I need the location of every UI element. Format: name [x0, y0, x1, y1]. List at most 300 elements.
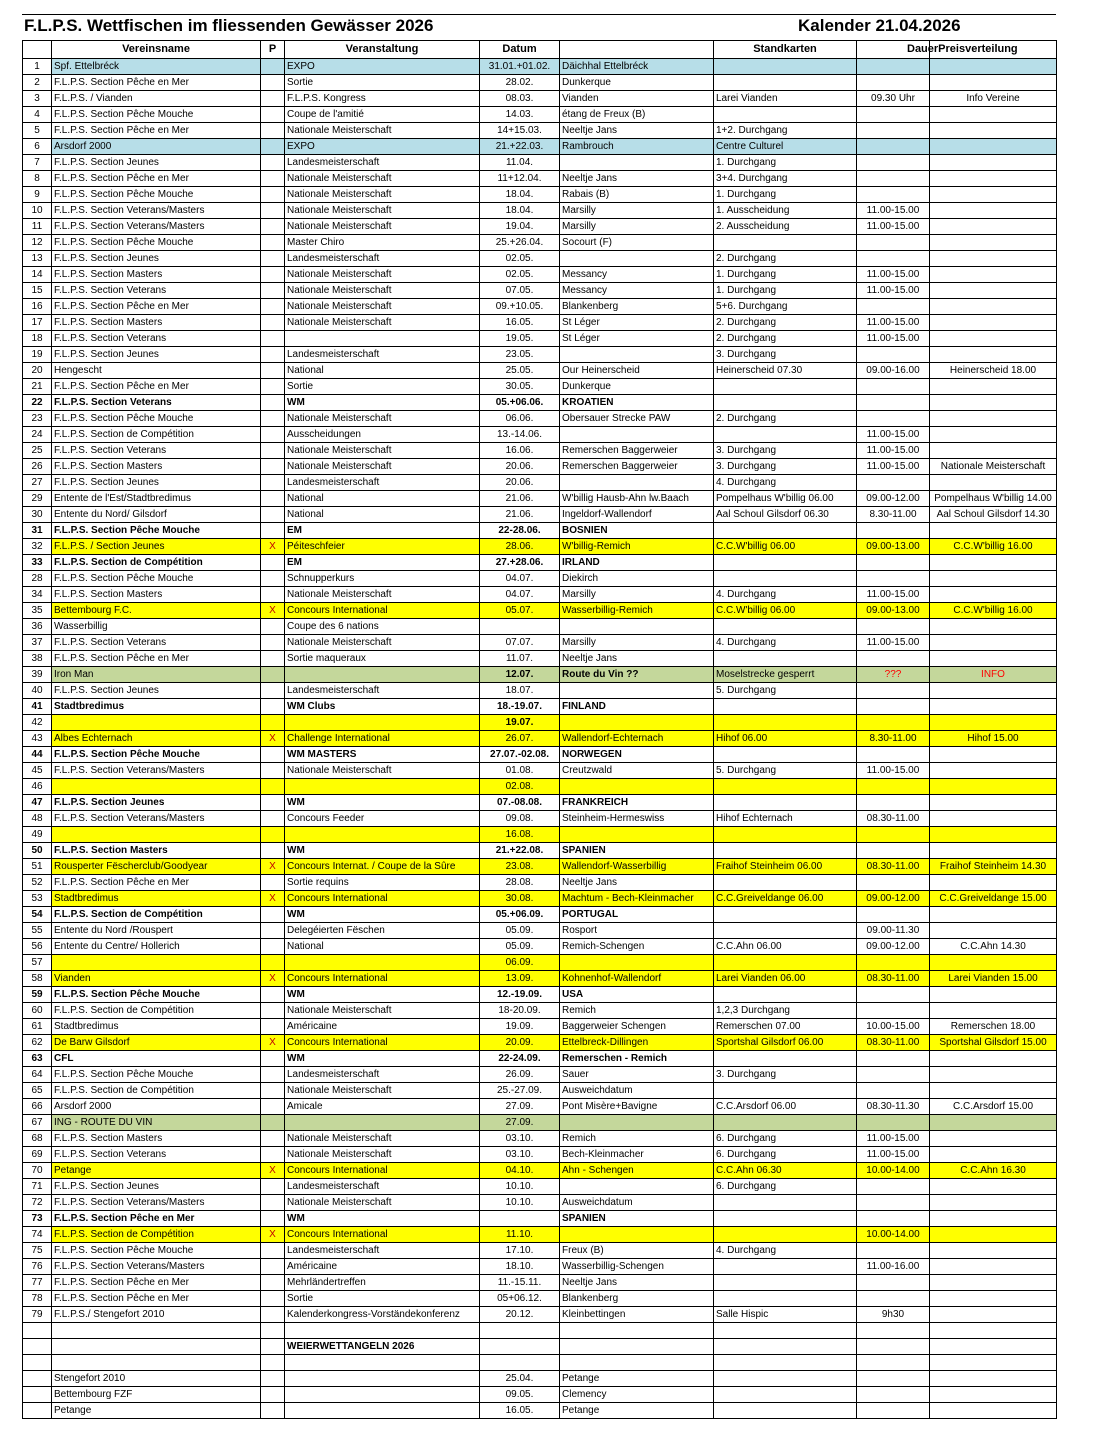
- dauer-cell: [857, 1067, 930, 1083]
- table-row: [23, 955, 1057, 971]
- datum-cell: 04.07.: [480, 587, 560, 603]
- ort-cell: Wallendorf-Echternach: [560, 731, 714, 747]
- standkarten-cell: 4. Durchgang: [714, 1243, 857, 1259]
- ort-cell: Ettelbreck-Dillingen: [560, 1035, 714, 1051]
- vereinsname-cell: F.L.P.S. Section de Compétition: [52, 427, 261, 443]
- empty-cell: [857, 1355, 930, 1371]
- table-row: [23, 1211, 1057, 1227]
- datum-cell: 18-20.09.: [480, 1003, 560, 1019]
- vereinsname-cell: F.L.P.S. Section Pêche Mouche: [52, 235, 261, 251]
- preis-cell: C.C.Arsdorf 15.00: [930, 1099, 1057, 1115]
- table-row: [23, 1019, 1057, 1035]
- dauer-cell: [857, 907, 930, 923]
- empty-cell: [261, 1323, 285, 1339]
- table-row: [23, 715, 1057, 731]
- dauer-cell: 11.00-15.00: [857, 443, 930, 459]
- vereinsname-cell: F.L.P.S. Section Veterans/Masters: [52, 1195, 261, 1211]
- ort-cell: Marsilly: [560, 219, 714, 235]
- dauer-cell: 09.00-12.00: [857, 491, 930, 507]
- dauer-cell: 09.00-12.00: [857, 939, 930, 955]
- row-number: 69: [23, 1147, 52, 1163]
- ort-cell: Dunkerque: [560, 379, 714, 395]
- row-number: 43: [23, 731, 52, 747]
- row-number: 58: [23, 971, 52, 987]
- dauer-cell: [857, 523, 930, 539]
- preis-cell: [930, 635, 1057, 651]
- veranstaltung-cell: Landesmeisterschaft: [285, 1179, 480, 1195]
- row-number: 33: [23, 555, 52, 571]
- vereinsname-cell: F.L.P.S. Section Pêche Mouche: [52, 747, 261, 763]
- veranstaltung-cell: Schnupperkurs: [285, 571, 480, 587]
- preis-cell: [930, 395, 1057, 411]
- datum-cell: 30.05.: [480, 379, 560, 395]
- vereinsname-cell: F.L.P.S. Section Veterans/Masters: [52, 763, 261, 779]
- preis-cell: [930, 875, 1057, 891]
- vereinsname-cell: F.L.P.S. Section Pêche en Mer: [52, 1211, 261, 1227]
- standkarten-cell: Larei Vianden: [714, 91, 857, 107]
- p-cell: [261, 203, 285, 219]
- standkarten-cell: 1,2,3 Durchgang: [714, 1003, 857, 1019]
- preis-cell: [930, 1067, 1057, 1083]
- empty-cell: [23, 1403, 52, 1419]
- empty-cell: [930, 1371, 1057, 1387]
- vereinsname-cell: Vianden: [52, 971, 261, 987]
- ort-cell: IRLAND: [560, 555, 714, 571]
- datum-cell: 06.09.: [480, 955, 560, 971]
- p-cell: [261, 251, 285, 267]
- ort-cell: Rambrouch: [560, 139, 714, 155]
- weier-section-row: [23, 1339, 1057, 1355]
- veranstaltung-cell: Nationale Meisterschaft: [285, 219, 480, 235]
- preis-cell: [930, 331, 1057, 347]
- ort-cell: [560, 475, 714, 491]
- row-number: 5: [23, 123, 52, 139]
- table-row: [23, 379, 1057, 395]
- weier-row: [23, 1403, 1057, 1419]
- datum-cell: 11.-15.11.: [480, 1275, 560, 1291]
- col-dauer-header: [857, 41, 1018, 59]
- vereinsname-cell: F.L.P.S. Section Jeunes: [52, 683, 261, 699]
- vereinsname-cell: F.L.P.S. Section Pêche Mouche: [52, 411, 261, 427]
- vereinsname-cell: F.L.P.S. / Section Jeunes: [52, 539, 261, 555]
- table-row: [23, 731, 1057, 747]
- veranstaltung-cell: WM MASTERS: [285, 747, 480, 763]
- ort-cell: Ahn - Schengen: [560, 1163, 714, 1179]
- standkarten-cell: 1. Durchgang: [714, 283, 857, 299]
- preis-cell: [930, 203, 1057, 219]
- preis-cell: [930, 955, 1057, 971]
- weier-date-cell: 09.05.: [480, 1387, 560, 1403]
- ort-cell: [560, 155, 714, 171]
- vereinsname-cell: [52, 779, 261, 795]
- dauer-cell: 11.00-15.00: [857, 587, 930, 603]
- ort-cell: SPANIEN: [560, 1211, 714, 1227]
- preis-cell: C.C.Ahn 14.30: [930, 939, 1057, 955]
- veranstaltung-cell: Nationale Meisterschaft: [285, 1131, 480, 1147]
- ort-cell: étang de Freux (B): [560, 107, 714, 123]
- row-number: 2: [23, 75, 52, 91]
- table-row: [23, 635, 1057, 651]
- preis-cell: [930, 171, 1057, 187]
- preis-cell: [930, 299, 1057, 315]
- p-cell: X: [261, 1035, 285, 1051]
- p-cell: [261, 619, 285, 635]
- veranstaltung-cell: Nationale Meisterschaft: [285, 635, 480, 651]
- standkarten-cell: Heinerscheid 07.30: [714, 363, 857, 379]
- standkarten-cell: [714, 715, 857, 731]
- p-cell: [261, 827, 285, 843]
- standkarten-cell: [714, 795, 857, 811]
- vereinsname-cell: Bettembourg F.C.: [52, 603, 261, 619]
- datum-cell: 17.10.: [480, 1243, 560, 1259]
- p-cell: [261, 1003, 285, 1019]
- p-cell: [261, 1147, 285, 1163]
- p-cell: [261, 763, 285, 779]
- p-cell: [261, 283, 285, 299]
- table-row: [23, 475, 1057, 491]
- empty-cell: [930, 1339, 1057, 1355]
- ort-cell: Remich: [560, 1003, 714, 1019]
- p-cell: [261, 1275, 285, 1291]
- standkarten-cell: [714, 107, 857, 123]
- empty-cell: [560, 1339, 714, 1355]
- veranstaltung-cell: [285, 827, 480, 843]
- dauer-cell: 11.00-15.00: [857, 283, 930, 299]
- dauer-cell: 11.00-15.00: [857, 267, 930, 283]
- datum-cell: 23.08.: [480, 859, 560, 875]
- table-row: [23, 683, 1057, 699]
- vereinsname-cell: Iron Man: [52, 667, 261, 683]
- preis-cell: [930, 811, 1057, 827]
- row-number: 25: [23, 443, 52, 459]
- vereinsname-cell: Entente du Centre/ Hollerich: [52, 939, 261, 955]
- top-rule: [22, 14, 1056, 15]
- ort-cell: Dunkerque: [560, 75, 714, 91]
- preis-cell: C.C.W'billig 16.00: [930, 539, 1057, 555]
- vereinsname-cell: Stadtbredimus: [52, 699, 261, 715]
- table-row: [23, 587, 1057, 603]
- standkarten-cell: C.C.Ahn 06.00: [714, 939, 857, 955]
- ort-cell: SPANIEN: [560, 843, 714, 859]
- datum-cell: 21.+22.03.: [480, 139, 560, 155]
- row-number: 63: [23, 1051, 52, 1067]
- table-row: [23, 235, 1057, 251]
- table-row: [23, 875, 1057, 891]
- ort-cell: PORTUGAL: [560, 907, 714, 923]
- datum-cell: 27.09.: [480, 1115, 560, 1131]
- veranstaltung-cell: National: [285, 939, 480, 955]
- dauer-cell: 8.30-11.00: [857, 507, 930, 523]
- dauer-cell: 11.00-15.00: [857, 331, 930, 347]
- table-row: [23, 619, 1057, 635]
- standkarten-cell: [714, 75, 857, 91]
- preis-cell: [930, 123, 1057, 139]
- dauer-cell: [857, 683, 930, 699]
- datum-cell: 11.10.: [480, 1227, 560, 1243]
- preis-cell: [930, 699, 1057, 715]
- ort-cell: FRANKREICH: [560, 795, 714, 811]
- p-cell: [261, 347, 285, 363]
- vereinsname-cell: Petange: [52, 1163, 261, 1179]
- dauer-cell: 9h30: [857, 1307, 930, 1323]
- vereinsname-cell: F.L.P.S. Section Veterans/Masters: [52, 203, 261, 219]
- dauer-cell: 09.30 Uhr: [857, 91, 930, 107]
- p-cell: [261, 907, 285, 923]
- datum-cell: 02.05.: [480, 251, 560, 267]
- vereinsname-cell: F.L.P.S. Section de Compétition: [52, 1083, 261, 1099]
- ort-cell: Baggerweier Schengen: [560, 1019, 714, 1035]
- standkarten-cell: [714, 1259, 857, 1275]
- vereinsname-cell: Entente du Nord /Rouspert: [52, 923, 261, 939]
- ort-cell: [560, 779, 714, 795]
- ort-cell: Wallendorf-Wasserbillig: [560, 859, 714, 875]
- empty-cell: [261, 1339, 285, 1355]
- p-cell: [261, 491, 285, 507]
- vereinsname-cell: F.L.P.S. Section Pêche Mouche: [52, 571, 261, 587]
- preis-cell: C.C.W'billig 16.00: [930, 603, 1057, 619]
- vereinsname-cell: F.L.P.S. Section Pêche en Mer: [52, 299, 261, 315]
- calendar-date: Kalender 21.04.2026: [798, 16, 961, 35]
- dauer-cell: [857, 75, 930, 91]
- row-number: 32: [23, 539, 52, 555]
- standkarten-cell: 3. Durchgang: [714, 347, 857, 363]
- empty-cell: [23, 1355, 52, 1371]
- p-cell: [261, 875, 285, 891]
- table-row: [23, 1083, 1057, 1099]
- vereinsname-cell: F.L.P.S. Section Pêche en Mer: [52, 651, 261, 667]
- preis-cell: [930, 1115, 1057, 1131]
- table-row: [23, 459, 1057, 475]
- p-cell: [261, 635, 285, 651]
- table-row: [23, 1099, 1057, 1115]
- datum-cell: 07.07.: [480, 635, 560, 651]
- veranstaltung-cell: Sortie: [285, 75, 480, 91]
- vereinsname-cell: Rousperter Fëscherclub/Goodyear: [52, 859, 261, 875]
- table-row: [23, 1259, 1057, 1275]
- preis-cell: [930, 1195, 1057, 1211]
- empty-cell: [480, 1339, 560, 1355]
- standkarten-cell: [714, 651, 857, 667]
- preis-cell: Larei Vianden 15.00: [930, 971, 1057, 987]
- row-number: 48: [23, 811, 52, 827]
- dauer-cell: [857, 251, 930, 267]
- table-row: [23, 1163, 1057, 1179]
- preis-cell: [930, 763, 1057, 779]
- table-row: [23, 891, 1057, 907]
- standkarten-cell: [714, 619, 857, 635]
- preis-cell: [930, 1179, 1057, 1195]
- table-row: [23, 795, 1057, 811]
- vereinsname-cell: Arsdorf 2000: [52, 139, 261, 155]
- empty-cell: [930, 1355, 1057, 1371]
- ort-cell: NORWEGEN: [560, 747, 714, 763]
- veranstaltung-cell: Nationale Meisterschaft: [285, 1147, 480, 1163]
- veranstaltung-cell: EXPO: [285, 59, 480, 75]
- row-number: 27: [23, 475, 52, 491]
- veranstaltung-cell: WM: [285, 843, 480, 859]
- row-number: 68: [23, 1131, 52, 1147]
- row-number: 18: [23, 331, 52, 347]
- veranstaltung-cell: Mehrländertreffen: [285, 1275, 480, 1291]
- datum-cell: [480, 1211, 560, 1227]
- ort-cell: [560, 347, 714, 363]
- ort-cell: [560, 427, 714, 443]
- datum-cell: 14.03.: [480, 107, 560, 123]
- row-number: 19: [23, 347, 52, 363]
- row-number: 53: [23, 891, 52, 907]
- standkarten-cell: 4. Durchgang: [714, 475, 857, 491]
- dauer-cell: [857, 987, 930, 1003]
- standkarten-cell: Sportshal Gilsdorf 06.00: [714, 1035, 857, 1051]
- standkarten-cell: [714, 843, 857, 859]
- title-row: [22, 16, 1056, 38]
- vereinsname-cell: F.L.P.S. Section Jeunes: [52, 251, 261, 267]
- row-number: 28: [23, 571, 52, 587]
- p-cell: [261, 1291, 285, 1307]
- veranstaltung-cell: Nationale Meisterschaft: [285, 171, 480, 187]
- datum-cell: 16.06.: [480, 443, 560, 459]
- table-row: [23, 779, 1057, 795]
- preis-cell: Nationale Meisterschaft: [930, 459, 1057, 475]
- veranstaltung-cell: WM: [285, 1051, 480, 1067]
- standkarten-cell: [714, 395, 857, 411]
- veranstaltung-cell: Nationale Meisterschaft: [285, 763, 480, 779]
- vereinsname-cell: F.L.P.S. Section Pêche Mouche: [52, 1243, 261, 1259]
- datum-cell: 14+15.03.: [480, 123, 560, 139]
- row-number: 14: [23, 267, 52, 283]
- table-row: [23, 251, 1057, 267]
- p-cell: [261, 1259, 285, 1275]
- veranstaltung-cell: Coupe de l'amitié: [285, 107, 480, 123]
- empty-cell: [23, 1371, 52, 1387]
- datum-cell: 19.04.: [480, 219, 560, 235]
- ort-cell: [560, 827, 714, 843]
- ort-cell: FINLAND: [560, 699, 714, 715]
- table-row: [23, 331, 1057, 347]
- dauer-cell: [857, 171, 930, 187]
- table-row: [23, 1195, 1057, 1211]
- standkarten-cell: 5+6. Durchgang: [714, 299, 857, 315]
- veranstaltung-cell: Concours Feeder: [285, 811, 480, 827]
- ort-cell: Blankenberg: [560, 299, 714, 315]
- standkarten-cell: [714, 955, 857, 971]
- standkarten-cell: 1+2. Durchgang: [714, 123, 857, 139]
- p-cell: [261, 411, 285, 427]
- weier-row: [23, 1371, 1057, 1387]
- standkarten-cell: Centre Culturel: [714, 139, 857, 155]
- table-row: [23, 1291, 1057, 1307]
- datum-cell: 20.09.: [480, 1035, 560, 1051]
- dauer-cell: [857, 1083, 930, 1099]
- row-number: 56: [23, 939, 52, 955]
- datum-cell: 19.05.: [480, 331, 560, 347]
- row-number: 38: [23, 651, 52, 667]
- table-row: [23, 219, 1057, 235]
- datum-cell: 09.08.: [480, 811, 560, 827]
- empty-cell: [480, 1323, 560, 1339]
- standkarten-cell: [714, 1275, 857, 1291]
- p-cell: [261, 987, 285, 1003]
- dauer-cell: [857, 187, 930, 203]
- table-row: [23, 523, 1057, 539]
- empty-cell: [285, 1323, 480, 1339]
- p-cell: X: [261, 731, 285, 747]
- dauer-cell: [857, 955, 930, 971]
- p-cell: [261, 299, 285, 315]
- preis-cell: [930, 427, 1057, 443]
- standkarten-cell: 6. Durchgang: [714, 1147, 857, 1163]
- veranstaltung-cell: Américaine: [285, 1019, 480, 1035]
- ort-cell: Remerschen Baggerweier: [560, 459, 714, 475]
- dauer-cell: [857, 123, 930, 139]
- veranstaltung-cell: Kalenderkongress-Vorständekonferenz: [285, 1307, 480, 1323]
- spacer-row: [23, 1355, 1057, 1371]
- row-number: 8: [23, 171, 52, 187]
- veranstaltung-cell: WM: [285, 395, 480, 411]
- empty-cell: [714, 1371, 857, 1387]
- dauer-cell: ???: [857, 667, 930, 683]
- row-number: 21: [23, 379, 52, 395]
- preis-cell: [930, 715, 1057, 731]
- row-number: 71: [23, 1179, 52, 1195]
- preis-cell: [930, 523, 1057, 539]
- vereinsname-cell: Arsdorf 2000: [52, 1099, 261, 1115]
- preis-cell: [930, 555, 1057, 571]
- page-title: F.L.P.S. Wettfischen im fliessenden Gewässer 2026: [24, 16, 434, 35]
- empty-cell: [23, 1339, 52, 1355]
- empty-cell: [857, 1339, 930, 1355]
- preis-cell: [930, 235, 1057, 251]
- standkarten-cell: C.C.Arsdorf 06.00: [714, 1099, 857, 1115]
- dauer-cell: 11.00-15.00: [857, 203, 930, 219]
- veranstaltung-cell: Concours International: [285, 1227, 480, 1243]
- datum-cell: 28.08.: [480, 875, 560, 891]
- p-cell: [261, 651, 285, 667]
- preis-cell: C.C.Greiveldange 15.00: [930, 891, 1057, 907]
- veranstaltung-cell: Master Chiro: [285, 235, 480, 251]
- p-cell: [261, 571, 285, 587]
- datum-cell: 04.07.: [480, 571, 560, 587]
- vereinsname-cell: F.L.P.S. Section Veterans: [52, 331, 261, 347]
- veranstaltung-cell: Sortie: [285, 1291, 480, 1307]
- veranstaltung-cell: EXPO: [285, 139, 480, 155]
- empty-cell: [857, 1323, 930, 1339]
- col-vereinsname-header: Vereinsname: [52, 41, 261, 59]
- p-cell: [261, 267, 285, 283]
- p-cell: [261, 171, 285, 187]
- ort-cell: Ingeldorf-Wallendorf: [560, 507, 714, 523]
- vereinsname-cell: F.L.P.S. Section Veterans: [52, 283, 261, 299]
- dauer-cell: 08.30-11.00: [857, 811, 930, 827]
- ort-cell: Kohnenhof-Wallendorf: [560, 971, 714, 987]
- row-number: 47: [23, 795, 52, 811]
- p-cell: [261, 747, 285, 763]
- ort-cell: Socourt (F): [560, 235, 714, 251]
- veranstaltung-cell: [285, 779, 480, 795]
- row-number: 11: [23, 219, 52, 235]
- table-row: [23, 187, 1057, 203]
- col-veranstaltung-header: Veranstaltung: [285, 41, 480, 59]
- table-row: [23, 1067, 1057, 1083]
- veranstaltung-cell: Péiteschfeier: [285, 539, 480, 555]
- vereinsname-cell: F.L.P.S. Section de Compétition: [52, 555, 261, 571]
- weier-place-cell: Petange: [560, 1403, 714, 1419]
- datum-cell: 21.+22.08.: [480, 843, 560, 859]
- dauer-cell: 08.30-11.00: [857, 1035, 930, 1051]
- vereinsname-cell: F.L.P.S. Section de Compétition: [52, 907, 261, 923]
- table-row: [23, 907, 1057, 923]
- preis-cell: [930, 107, 1057, 123]
